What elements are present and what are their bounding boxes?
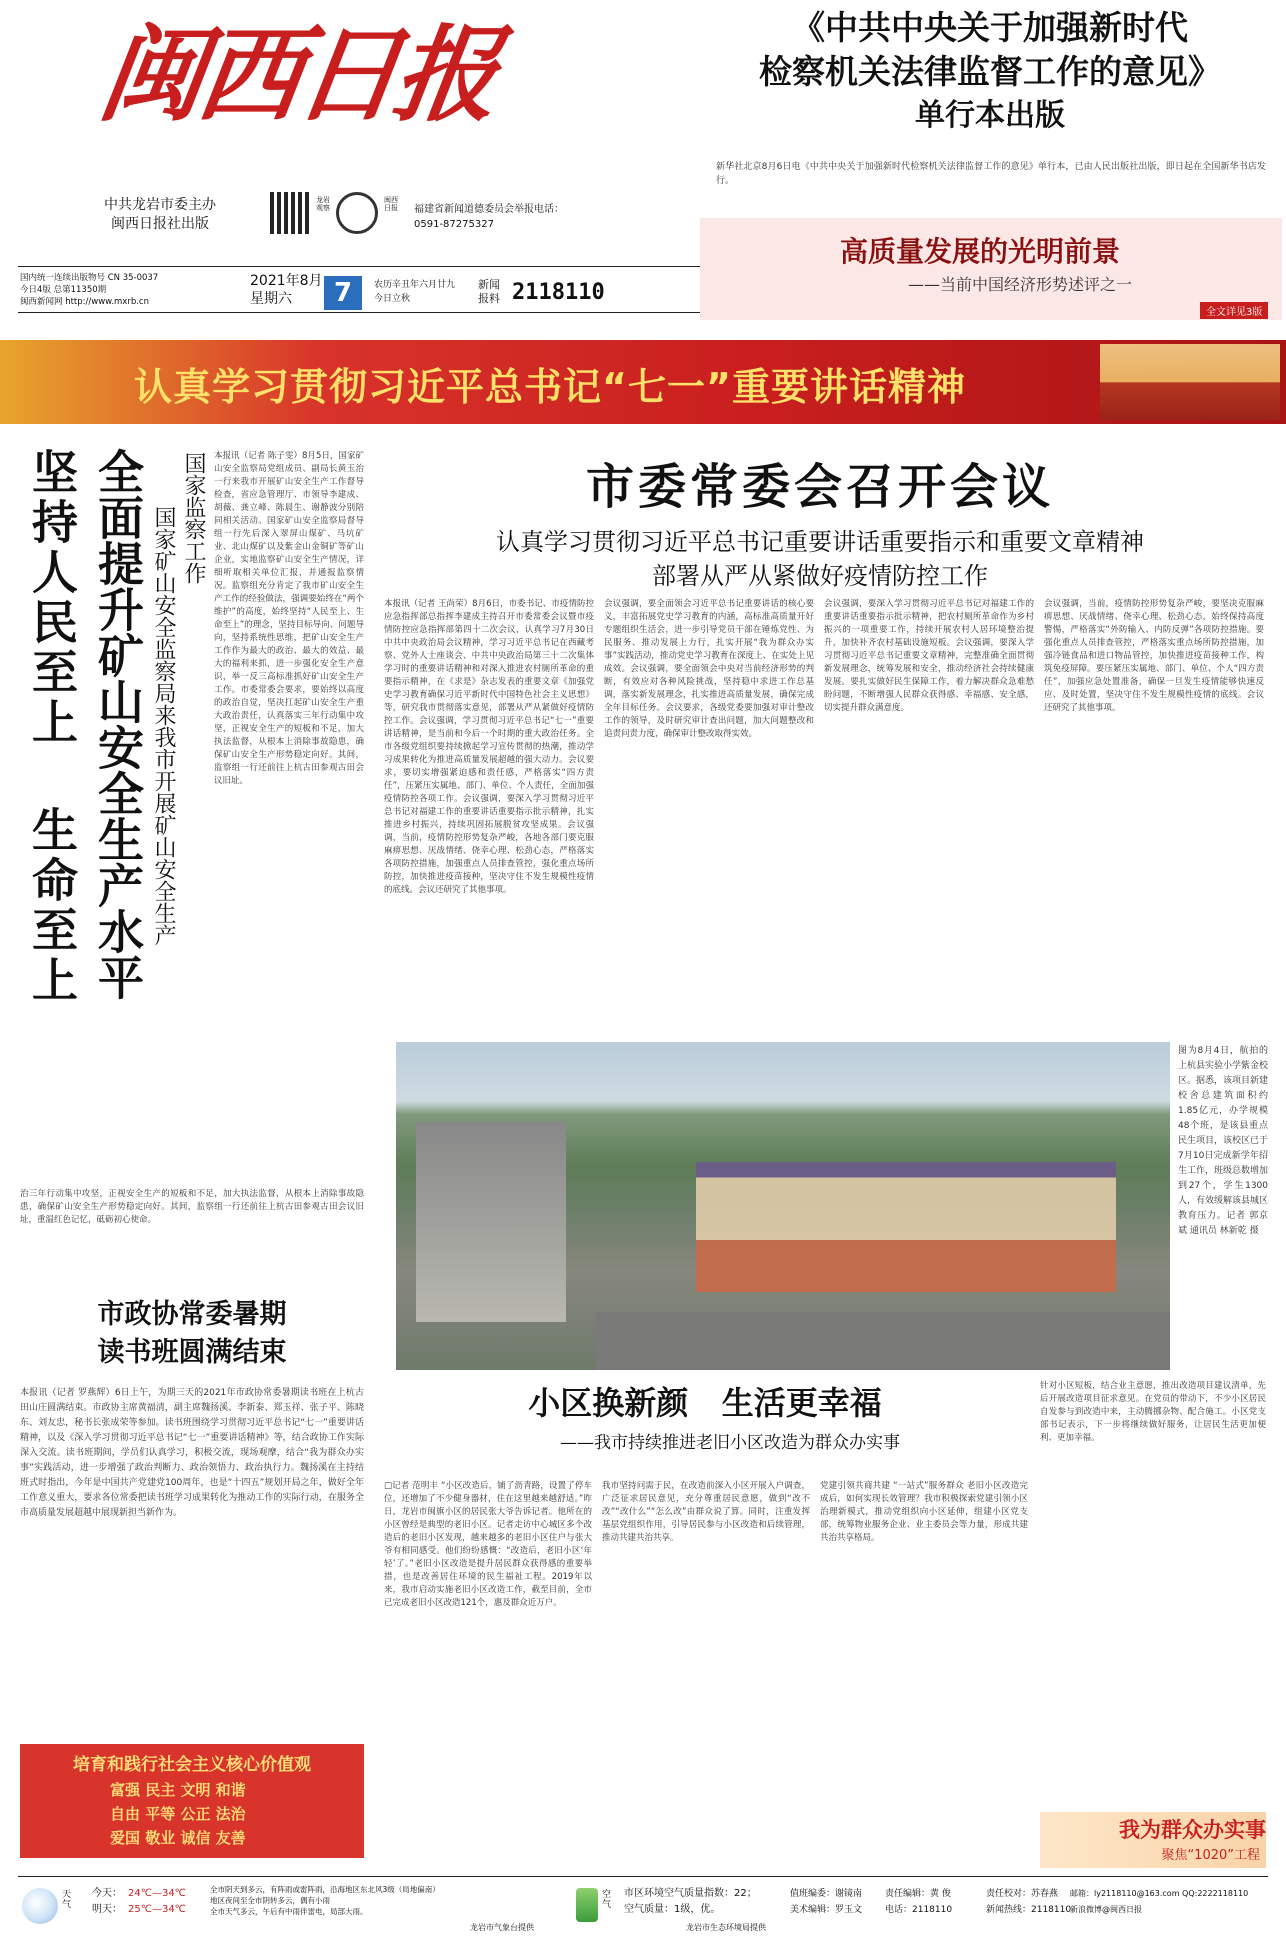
core-values-row-3: 爱国 敬业 诚信 友善	[110, 1829, 246, 1847]
main-body-col-4: 会议强调，当前，疫情防控形势复杂严峻，要坚决克服麻痹思想、厌战情绪、侥幸心理、松劲心态，始终保持高度警惕，严格落实“外防输入、内防反弹”各项防控措施。要强化重点人员排查管控，严格落实重点场所防控措施，加强冷链食品和进口物品管控，加快推进疫苗接种工作，构筑免疫屏障。要压紧压实属地、部门、单位、个人“四方责任”，加强应急处置准备，确保一旦发生疫情能够快速反应、及时处置，坚决守住不发生规模性疫情的底线。会议还研究了其他事项。	[1044, 599, 1264, 713]
tomorrow-temp: 25℃—34℃	[128, 1904, 186, 1915]
header-rule	[18, 266, 710, 267]
duty-responsible: 责任编辑：黄 俊	[885, 1889, 951, 1899]
license-label: 福建省新闻道德委员会举报电话：	[414, 204, 564, 215]
left-headline-big: 坚持人民至上 生命至上	[25, 448, 79, 1006]
solar-term: 今日立秋	[374, 294, 411, 304]
today-label: 今天：	[92, 1888, 122, 1899]
core-values-row-2: 自由 平等 公正 法治	[110, 1805, 246, 1823]
hotline-label-2: 报料	[478, 292, 500, 305]
footer-rule	[18, 1876, 1268, 1877]
tomorrow-label: 明天：	[92, 1904, 122, 1915]
main-subhead-1: 认真学习贯彻习近平总书记重要讲话重要指示和重要文章精神	[496, 528, 1144, 556]
weather-label: 天气	[62, 1890, 72, 1910]
side-feature-tag[interactable]: 全文详见3版	[1200, 302, 1268, 319]
top-news-title-2: 检察机关法律监督工作的意见》	[759, 52, 1221, 91]
today-temp: 24℃—34℃	[128, 1888, 186, 1899]
air-quality	[624, 1886, 757, 1918]
cppcc-headline-1: 市政协常委暑期	[97, 1299, 287, 1330]
contact-info	[1070, 1886, 1270, 1918]
air-level: 空气质量：1级，优。	[624, 1904, 721, 1915]
left-article-body: 本报讯（记者 陈子雯）8月5日，国家矿山安全监察局党组成员、副局长黄玉治一行来我市开展矿山安全生产工作督导检查，省应急管理厅、市领导李建成、胡薇、龚立峰、陈晨生、谢静波分别陪同相关活动。国家矿山安全监察局督导组一行先后深入翠屏山煤矿、马坑矿业、北山煤矿以及紫金山金铜矿等矿山企业，实地监察矿山安全生产情况，详细听取相关单位汇报，并通报监察情况。监察组充分肯定了我市矿山安全生产工作的经验做法，强调要始终在“两个维护”的高度，始终坚持“人民至上、生命至上”的理念，坚持目标导向、问题导向，坚持系统性思维，把矿山安全生产工作作为最大的政治、最大的效益、最大的福利来抓，进一步强化安全生产意识，举一反三高标准抓好矿山安全生产工作。市委常委会要求，要始终以高度的政治自觉，坚决扛起矿山安全生产重大政治责任，认真落实三年行动集中攻坚，正视安全生产的短板和不足，加大执法监督，从根本上消除事故隐患，确保矿山安全生产形势稳定向好。其间，监察组一行还前往上杭古田参观古田会议旧址。	[214, 451, 364, 786]
hotline-number[interactable]: 2118110	[512, 280, 605, 305]
campaign-title: 我为群众办实事	[1119, 1818, 1266, 1842]
photo-road	[596, 1312, 1170, 1370]
school-aerial-photo	[396, 1042, 1170, 1370]
duty-editor: 值班编委：谢镜南	[790, 1889, 863, 1899]
duty-art: 美术编辑：罗玉文	[790, 1905, 863, 1915]
day-box: 7	[324, 276, 362, 310]
air-icon	[576, 1888, 598, 1922]
qr-label-1: 龙岩观察	[316, 196, 330, 212]
license-phone: 0591-87275327	[414, 219, 494, 230]
top-news-title	[710, 6, 1270, 138]
core-values-row-1: 富强 民主 文明 和谐	[110, 1781, 246, 1799]
community-col-3: 党建引领共商共建 “一站式”服务群众 老旧小区改造完成后，如何实现长效管理？我市积极探索党建引领小区治理新模式，推动党组织向小区延伸，组建小区党支部，统筹物业服务企业、业主委员会等力量，形成共建共治共享格局。	[820, 1481, 1028, 1543]
header-rule-bottom	[18, 312, 710, 313]
community-col-4: 针对小区短板，结合业主意愿，推出改造项目建议清单，先后开展改造项目征求意见。在党员的带动下，不少小区居民自发参与到改造中来，主动腾挪杂物、配合施工。小区党支部书记表示，下一步将继续做好服务，让居民生活更加便利、更加幸福。	[1040, 1381, 1266, 1443]
top-news-title-1: 《中共中央关于加强新时代	[792, 8, 1188, 47]
date-year: 2021年8月	[250, 273, 323, 289]
forecast-line-2: 地区夜间至全市阴转多云，偶有小雨	[210, 1896, 330, 1905]
publisher-line-2: 闽西日报社出版	[111, 216, 209, 232]
publisher	[80, 196, 240, 234]
photo-tower	[416, 1122, 566, 1322]
banner-building-image	[1100, 344, 1280, 420]
main-body-col-3: 会议强调，要深入学习贯彻习近平总书记对福建工作的重要讲话重要指示批示精神，把农村厕所革命作为乡村振兴的一项重要工作，持续开展农村人居环境整治提升，加快补齐农村基础设施短板。会议强调，要深入学习贯彻习近平总书记重要文章精神，完整准确全面贯彻新发展理念，统筹发展和安全，推动经济社会持续健康发展。要扎实做好民生保障工作，着力解决群众急难愁盼问题，不断增强人民群众获得感、幸福感、安全感，切实提升群众满意度。	[824, 599, 1034, 713]
masthead: 闽西日报	[92, 13, 502, 136]
main-headline: 市委常委会召开会议	[585, 459, 1054, 515]
left-headline-main: 全面提升矿山安全生产水平	[91, 448, 145, 1000]
forecast-line-1: 全市阴天到多云，有阵雨或雷阵雨，沿海地区东北风3级（局地偏南）	[210, 1885, 440, 1894]
air-label: 空气	[602, 1890, 612, 1910]
lunar-date: 农历辛丑年六月廿九	[374, 280, 456, 290]
left-subhead-1: 国家监察工作	[181, 452, 206, 584]
contact-weibo[interactable]: 新浪微博@闽西日报	[1070, 1905, 1142, 1914]
publisher-line-1: 中共龙岩市委主办	[104, 197, 216, 213]
core-values-title: 培育和践行社会主义核心价值观	[73, 1755, 311, 1775]
top-news-summary: 新华社北京8月6日电《中共中央关于加强新时代检察机关法律监督工作的意见》单行本，已由人民出版社出版，即日起在全国新华书店发行。	[716, 162, 1266, 186]
qr-code-2[interactable]	[336, 192, 378, 234]
main-body-col-1: 本报讯（记者 王尚荣）8月6日，市委书记、市疫情防控应急指挥部总指挥李建成主持召开市委常委会议暨市疫情防控应急指挥部第四十二次会议，认真学习7月30日中共中央政治局会议精神，学习习近平总书记在西藏考察、党外人士座谈会、中共中央政治局第三十二次集体学习时的重要讲话精神和对深入推进农村厕所革命的重要指示精神，在《求是》杂志发表的重要文章《加强党史学习教育确保习近平新时代中国特色社会主义思想》等，研究我市贯彻落实意见，部署从严从紧做好疫情防控工作。会议强调，学习贯彻习近平总书记“七一”重要讲话精神，是当前和今后一个时期的重大政治任务。全市各级党组织要持续掀起学习宣传贯彻的热潮，推动学习成果转化为推进高质量发展超越的强大动力。会议要求，要切实增强紧迫感和责任感，严格落实“四方责任”，压紧压实属地、部门、单位、个人责任，全面加强疫情防控各项工作。会议强调，要深入学习贯彻习近平总书记对福建工作的重要讲话重要指示批示精神，扎实推进乡村振兴，持续巩固拓展脱贫攻坚成果。会议强调，当前，疫情防控形势复杂严峻，各地各部门要克服麻痹思想、厌战情绪、侥幸心理、松劲心态，严格落实各项防控措施，加强重点人员排查管控，强化重点场所防控，加快推进疫苗接种，坚决守住不发生规模性疫情的底线。会议还研究了其他事项。	[384, 599, 594, 895]
core-values-rows	[110, 1778, 350, 1850]
proofreader: 责任校对：苏春燕	[986, 1889, 1059, 1899]
hotline-label	[478, 278, 500, 306]
cppcc-headline	[20, 1296, 364, 1372]
weather-source: 龙岩市气象台提供	[470, 1923, 534, 1932]
weather-temps	[92, 1886, 186, 1918]
issue-cn: 国内统一连续出版物号 CN 35-0037	[20, 273, 159, 283]
air-index: 市区环境空气质量指数：22；	[624, 1888, 757, 1899]
cppcc-body: 本报讯（记者 罗燕辉）6日上午，为期三天的2021年市政协常委暑期读书班在上杭古田山庄圆满结束。市政协主席黄福清，副主席魏扬溪、李新泰、郑玉祥、张子平、陈晓东、刘友忠，秘书长张成荣等参加。读书班围绕学习贯彻习近平总书记“七一”重要讲话精神，以及《深入学习贯彻习近平总书记“七一”重要讲话精神》等，结合政协工作实际深入交流。读书班期间，学员们认真学习，积极交流，现场观摩，结合“我为群众办实事”实践活动，进一步增强了政治判断力、政治领悟力、政治执行力。魏扬溪在主持结班式时指出，今年是中国共产党建党100周年，也是“十四五”规划开局之年，做好全年工作意义重大，要求各位常委把读书班学习成果转化为推动工作的实际行动，在服务全市高质量发展超越中展现新担当新作为。	[20, 1388, 364, 1518]
date-weekday: 星期六	[250, 291, 292, 307]
date-block	[250, 272, 323, 308]
qr-label-2: 闽西日报	[384, 196, 398, 212]
left-article-body-tail: 治三年行动集中攻坚，正视安全生产的短板和不足，加大执法监督，从根本上消除事故隐患，确保矿山安全生产形势稳定向好。其间，监察组一行还前往上杭古田参观古田会议旧址，重温红色记忆，砥砺初心使命。	[20, 1189, 364, 1225]
license-text	[414, 202, 564, 232]
air-source: 龙岩市生态环境局提供	[686, 1923, 766, 1932]
duty-phone[interactable]: 电话：2118110	[885, 1905, 953, 1915]
left-subhead-2: 国家矿山安全监察局来我市开展矿山安全生产	[151, 506, 176, 946]
main-subhead-2: 部署从严从紧做好疫情防控工作	[652, 562, 988, 590]
lunar-block	[374, 278, 455, 306]
qr-code-1[interactable]	[270, 192, 312, 234]
photo-building	[696, 1162, 1116, 1292]
cppcc-headline-2: 读书班圆满结束	[97, 1337, 287, 1368]
top-news-title-3: 单行本出版	[915, 98, 1065, 133]
community-headline: 小区换新颜 生活更幸福	[528, 1384, 882, 1422]
community-col-2: 我市坚持问需于民，在改造前深入小区开展入户调查，广泛征求居民意见，充分尊重居民意愿，做到“改不改”“改什么”“怎么改”由群众说了算。同时，注重发挥基层党组织作用，引导居民参与小区改造和后续管理，推动共建共治共享。	[602, 1481, 810, 1543]
banner-text: 认真学习贯彻习近平总书记“七一”重要讲话精神	[134, 365, 966, 409]
issue-info	[20, 272, 260, 308]
issue-count: 今日4版 总第11350期	[20, 285, 107, 295]
main-body-col-2: 会议强调，要全面领会习近平总书记重要讲话的核心要义，丰富拓展党史学习教育的内涵，高标准高质量开好专题组织生活会，进一步引导党员干部在锤炼党性、为民服务、推动发展上力行，扎实开展“我为群众办实事”实践活动，推动党史学习教育在深度上、在实处上见成效。会议强调，要全面领会中央对当前经济形势的判断，有效应对各种风险挑战，坚持稳中求进工作总基调，落实新发展理念，扎实推进高质量发展，确保完成全年目标任务。会议要求，各级党委要加强对审计整改工作的领导，及时研究审计查出问题，加大问题整改和追责问责力度，确保审计整改取得实效。	[604, 599, 814, 739]
weather-icon	[22, 1888, 58, 1924]
side-feature-title: 高质量发展的光明前景	[839, 235, 1120, 268]
proof-info	[986, 1886, 1071, 1918]
duty-info	[790, 1886, 980, 1918]
community-col-1: □记者 范明丰 “小区改造后，铺了沥青路，设置了停车位，还增加了不少健身器材，住在这里越来越舒适。”昨日，龙岩市闽旗小区的居民张大爷告诉记者。他所在的小区曾经是典型的老旧小区。记者走访中心城区多个改造后的老旧小区发现，越来越多的老旧小区住户与张大爷有相同感受。他们纷纷感慨：“改造后，老旧小区‘年轻’了。”老旧小区改造是提升居民群众获得感的重要举措，也是改善居住环境的民生福祉工程。2019年以来，我市启动实施老旧小区改造工作，截至目前，全市已完成老旧小区改造121个，惠及群众近万户。	[384, 1481, 592, 1608]
news-hotline[interactable]: 新闻热线：2118110	[986, 1905, 1072, 1915]
contact-email[interactable]: 邮箱：ly2118110@163.com QQ:2222118110	[1070, 1889, 1249, 1898]
hotline-label-1: 新闻	[478, 278, 500, 291]
side-feature-subtitle: ——当前中国经济形势述评之一	[907, 275, 1132, 294]
campaign-subtitle: 聚焦“1020”工程	[1161, 1848, 1260, 1863]
photo-caption: 图为8月4日，航拍的上杭县实验小学紫金校区。据悉，该项目新建校舍总建筑面积约1.85亿元，办学规模48个班，是该县重点民生项目，该校区已于7月10日完成新学年招生工作，班级总数增加到27个，学生1300人，有效缓解该县城区教育压力。记者 郭京斌 通讯员 林新乾 摄	[1178, 1046, 1268, 1236]
forecast-line-3: 全市天气多云，午后有中雨伴雷电，局部大雨。	[210, 1907, 368, 1916]
community-subhead: ——我市持续推进老旧小区改造为群众办实事	[560, 1433, 900, 1453]
issue-site[interactable]: 闽西新闻网 http://www.mxrb.cn	[20, 297, 149, 307]
weather-forecast	[210, 1884, 470, 1917]
